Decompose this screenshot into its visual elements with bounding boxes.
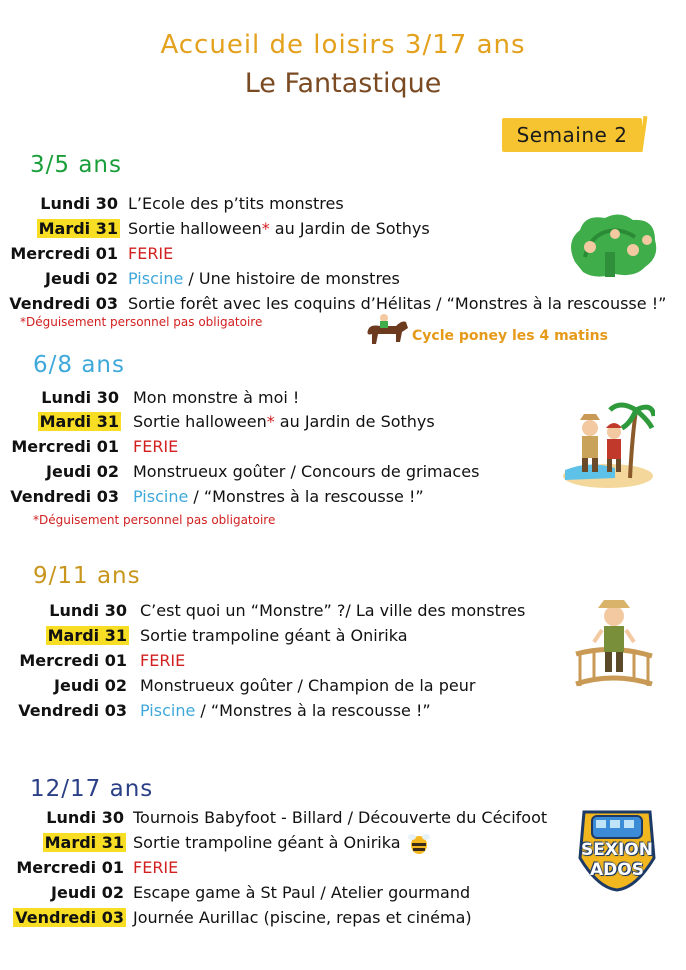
day-label: Lundi 30 [46, 808, 124, 827]
activity-part: Piscine [133, 487, 189, 506]
activity-text [133, 808, 547, 827]
activity-part: * [266, 412, 275, 431]
day-label: Lundi 30 [40, 194, 118, 213]
day-label: Vendredi 03 [18, 701, 127, 720]
activity-part: au Jardin de Sothys [274, 412, 435, 431]
day-label: Lundi 30 [49, 601, 127, 620]
activity-part: FERIE [133, 437, 179, 456]
costume-note: *Déguisement personnel pas obligatoire [20, 315, 263, 329]
logo-line1: SEXION [581, 840, 653, 860]
schedule-row [0, 487, 686, 509]
activity-part: Mon monstre à moi ! [133, 388, 300, 407]
activity-part: Monstrueux goûter / Concours de grimaces [133, 462, 480, 481]
activity-text [140, 676, 475, 695]
activity-text [133, 412, 435, 431]
day-label: Mardi 31 [39, 412, 119, 431]
logo-line2: ADOS [590, 860, 644, 880]
activity-part: Piscine [140, 701, 196, 720]
activity-text [133, 487, 424, 506]
day-label: Jeudi 02 [46, 462, 119, 481]
day-label: Mardi 31 [47, 626, 127, 645]
schedule-row [0, 294, 686, 316]
activity-text [128, 244, 173, 263]
activity-text [133, 833, 401, 852]
activity-text [140, 601, 525, 620]
day-label: Mardi 31 [44, 833, 124, 852]
activity-part: C’est quoi un “Monstre” ?/ La ville des monstres [140, 601, 526, 620]
costume-note: *Déguisement personnel pas obligatoire [33, 513, 276, 527]
age-group-title: 6/8 ans [33, 352, 125, 378]
day-label: Mercredi 01 [16, 858, 124, 877]
day-label: Mercredi 01 [11, 437, 119, 456]
day-label: Jeudi 02 [51, 883, 124, 902]
page-title: Accueil de loisirs 3/17 ans [160, 30, 526, 60]
activity-part: / Une histoire de monstres [183, 269, 400, 288]
day-label: Vendredi 03 [15, 908, 124, 927]
activity-text [128, 269, 400, 288]
activity-text [128, 294, 666, 313]
activity-part: Sortie trampoline géant à Onirika [140, 626, 408, 645]
age-group-title: 3/5 ans [30, 152, 122, 178]
activity-part: FERIE [133, 858, 179, 877]
bee-icon [406, 830, 432, 856]
activity-text [128, 194, 344, 213]
day-label: Mercredi 01 [10, 244, 118, 263]
activity-part: FERIE [140, 651, 186, 670]
activity-part: Escape game à St Paul / Atelier gourmand [133, 883, 471, 902]
day-label: Vendredi 03 [10, 487, 119, 506]
activity-part: Sortie forêt avec les coquins d’Hélitas / “Monstres à la rescousse !” [128, 294, 667, 313]
activity-part: / “Monstres à la rescousse !” [188, 487, 424, 506]
activity-part: Monstrueux goûter / Champion de la peur [140, 676, 476, 695]
activity-part: Sortie halloween [133, 412, 267, 431]
day-label: Jeudi 02 [45, 269, 118, 288]
sexion-ados-logo [576, 800, 658, 892]
week-badge: Semaine 2 [502, 118, 642, 152]
monster-tree-illustration [565, 212, 660, 282]
activity-text [133, 883, 470, 902]
age-group-title: 12/17 ans [30, 776, 154, 802]
activity-text [140, 651, 185, 670]
activity-text [133, 388, 299, 407]
day-label: Mardi 31 [38, 219, 118, 238]
page-subtitle: Le Fantastique [244, 68, 442, 99]
activity-text [140, 701, 431, 720]
beach-explorers-illustration [560, 398, 655, 490]
activity-text [133, 908, 472, 927]
activity-part: FERIE [128, 244, 174, 263]
activity-part: Piscine [128, 269, 184, 288]
explorer-bridge-illustration [572, 594, 656, 692]
activity-text [140, 626, 408, 645]
activity-text [133, 858, 178, 877]
activity-part: Sortie trampoline géant à Onirika [133, 833, 401, 852]
activity-part: L’Ecole des p’tits monstres [128, 194, 344, 213]
schedule-row [0, 908, 686, 930]
day-label: Jeudi 02 [54, 676, 127, 695]
activity-text [133, 462, 479, 481]
activity-part: * [261, 219, 270, 238]
activity-text [128, 219, 430, 238]
day-label: Vendredi 03 [9, 294, 118, 313]
activity-part: au Jardin de Sothys [269, 219, 430, 238]
activity-part: Sortie halloween [128, 219, 262, 238]
activity-text [133, 437, 178, 456]
day-label: Mercredi 01 [19, 651, 127, 670]
schedule-row [0, 701, 686, 723]
pony-icon [362, 312, 412, 354]
activity-part: Journée Aurillac (piscine, repas et cinéma) [133, 908, 472, 927]
activity-part: / “Monstres à la rescousse !” [195, 701, 431, 720]
day-label: Lundi 30 [41, 388, 119, 407]
pony-cycle-label: Cycle poney les 4 matins [412, 328, 608, 344]
activity-part: Tournois Babyfoot - Billard / Découverte du Cécifoot [133, 808, 548, 827]
age-group-title: 9/11 ans [33, 563, 141, 589]
